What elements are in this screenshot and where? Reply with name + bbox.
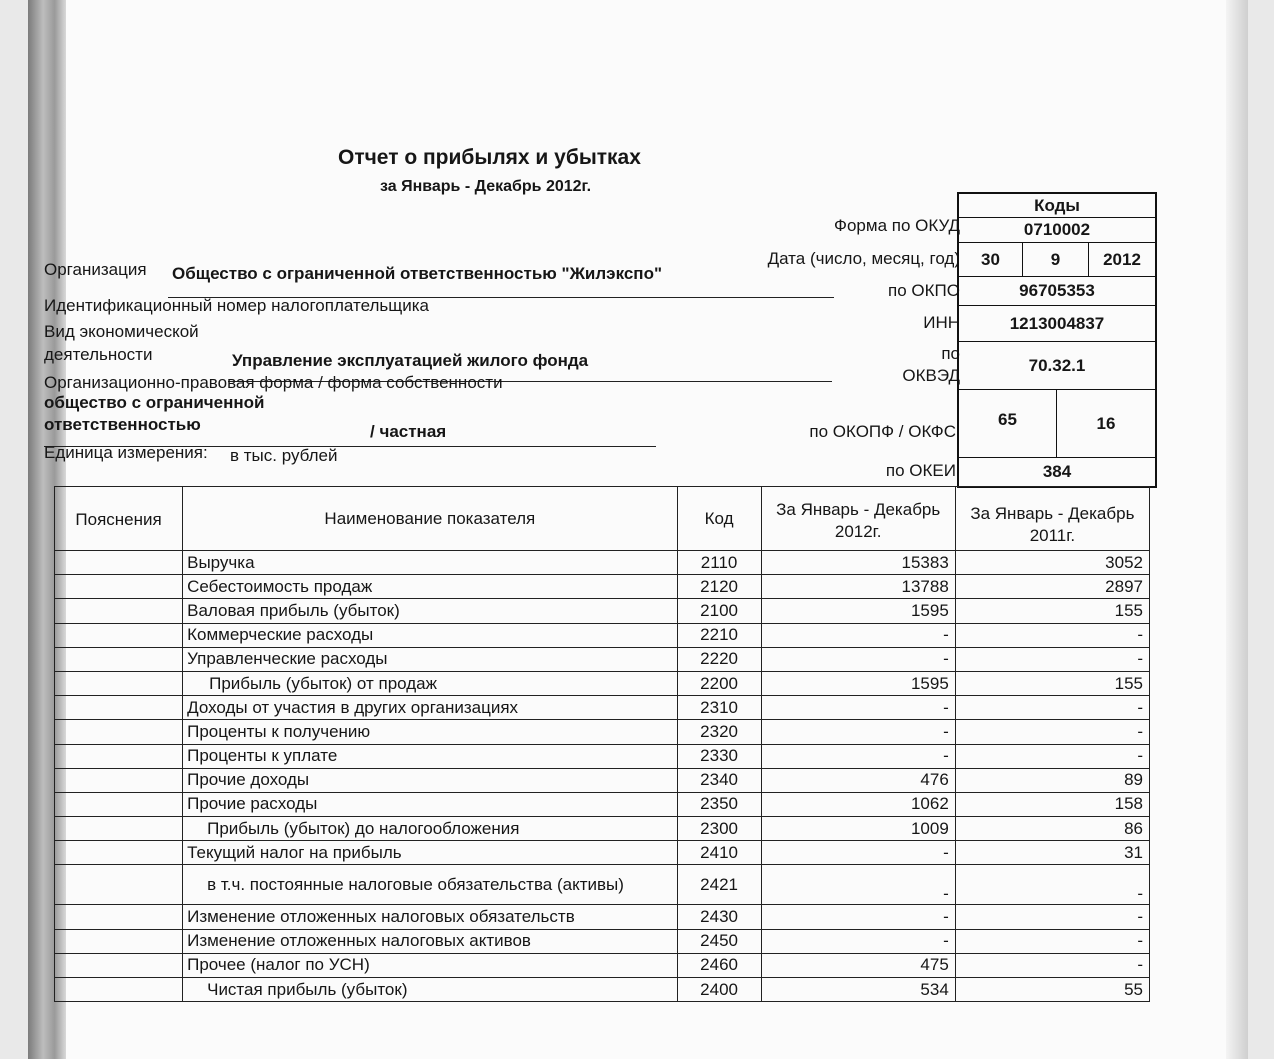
explanation-cell	[55, 905, 183, 929]
explanation-cell	[55, 744, 183, 768]
indicator-code: 2330	[677, 744, 761, 768]
header-code: Код	[677, 487, 761, 551]
indicator-name: Прочее (налог по УСН)	[183, 953, 677, 977]
current-value: 1009	[761, 817, 955, 841]
current-value: 13788	[761, 575, 955, 599]
previous-value: -	[955, 696, 1149, 720]
explanation-cell	[55, 647, 183, 671]
table-row	[55, 953, 1150, 977]
indicator-code: 2100	[677, 599, 761, 623]
previous-value: 55	[955, 978, 1149, 1002]
table-row	[55, 671, 1150, 695]
previous-value: 158	[955, 792, 1149, 816]
indicator-code: 2430	[677, 905, 761, 929]
table-row	[55, 865, 1150, 905]
indicator-code: 2200	[677, 671, 761, 695]
explanation-cell	[55, 575, 183, 599]
okud-value: 0710002	[959, 218, 1155, 243]
indicator-name: Валовая прибыль (убыток)	[183, 599, 677, 623]
indicator-code: 2310	[677, 696, 761, 720]
explanation-cell	[55, 671, 183, 695]
explanation-cell	[55, 817, 183, 841]
current-value: 15383	[761, 551, 955, 575]
okopf-row	[959, 390, 1155, 458]
ownership-value: / частная	[370, 422, 447, 441]
indicator-name: Выручка	[183, 551, 677, 575]
header-current-period: За Январь - Декабрь 2012г.	[761, 487, 955, 551]
previous-value: -	[955, 953, 1149, 977]
report-title: Отчет о прибылях и убытках	[338, 146, 641, 169]
explanation-cell	[55, 768, 183, 792]
okfs-value: 16	[1096, 413, 1116, 433]
table-row	[55, 841, 1150, 865]
indicator-name: Управленческие расходы	[183, 647, 677, 671]
current-value: -	[761, 696, 955, 720]
explanation-cell	[55, 696, 183, 720]
indicator-name: Прибыль (убыток) от продаж	[183, 671, 677, 695]
table-header-row	[55, 487, 1150, 551]
indicator-name: Изменение отложенных налоговых активов	[183, 929, 677, 953]
header-previous-period: За Январь - Декабрь 2011г.	[955, 487, 1149, 551]
table-row	[55, 768, 1150, 792]
indicator-code: 2460	[677, 953, 761, 977]
current-value: 475	[761, 953, 955, 977]
indicator-name: Себестоимость продаж	[183, 575, 677, 599]
table-row	[55, 978, 1150, 1002]
explanation-cell	[55, 953, 183, 977]
okpo-value: 96705353	[959, 277, 1155, 306]
date-month: 9	[1023, 243, 1089, 276]
indicator-name: Изменение отложенных налоговых обязательств	[183, 905, 677, 929]
okved-label-1: по	[941, 344, 960, 363]
indicator-code: 2210	[677, 623, 761, 647]
inn-value: 1213004837	[959, 306, 1155, 342]
indicator-code: 2220	[677, 647, 761, 671]
legal-form-label: Организационно-правовая форма / форма собственности	[44, 373, 503, 392]
indicator-code: 2421	[677, 865, 761, 905]
table-row	[55, 792, 1150, 816]
previous-value: -	[955, 865, 1149, 905]
okei-value: 384	[1042, 462, 1072, 481]
table-row	[55, 575, 1150, 599]
indicator-name: Прочие доходы	[183, 768, 677, 792]
taxpayer-id-label: Идентификационный номер налогоплательщика	[44, 296, 429, 315]
indicator-code: 2120	[677, 575, 761, 599]
current-value: 476	[761, 768, 955, 792]
explanation-cell	[55, 599, 183, 623]
explanation-cell	[55, 792, 183, 816]
indicator-code: 2400	[677, 978, 761, 1002]
explanation-cell	[55, 720, 183, 744]
indicator-name: Коммерческие расходы	[183, 623, 677, 647]
table-row	[55, 720, 1150, 744]
legal-form-line1: общество с ограниченной	[44, 393, 265, 412]
unit-value: в тыс. рублей	[230, 446, 338, 465]
current-value: 1595	[761, 671, 955, 695]
current-value: -	[761, 623, 955, 647]
table-row	[55, 929, 1150, 953]
okved-label-2: ОКВЭД	[902, 366, 960, 385]
table-row	[55, 696, 1150, 720]
explanation-cell	[55, 978, 183, 1002]
previous-value: 86	[955, 817, 1149, 841]
page-right-edge	[1226, 0, 1248, 1059]
org-label: Организация	[44, 260, 147, 279]
table-row	[55, 817, 1150, 841]
report-period: за Январь - Декабрь 2012г.	[380, 178, 592, 195]
current-value: -	[761, 905, 955, 929]
current-value: -	[761, 647, 955, 671]
previous-value: 31	[955, 841, 1149, 865]
indicator-code: 2340	[677, 768, 761, 792]
previous-value: 155	[955, 671, 1149, 695]
current-value: -	[761, 841, 955, 865]
indicator-name: Доходы от участия в других организациях	[183, 696, 677, 720]
header-indicator-name: Наименование показателя	[183, 487, 677, 551]
current-value: -	[761, 720, 955, 744]
indicator-code: 2110	[677, 551, 761, 575]
current-value: 1062	[761, 792, 955, 816]
indicator-code: 2320	[677, 720, 761, 744]
date-day: 30	[959, 243, 1023, 276]
inn-code-label: ИНН	[923, 313, 960, 332]
indicator-code: 2450	[677, 929, 761, 953]
previous-value: -	[955, 744, 1149, 768]
indicator-name: Прочие расходы	[183, 792, 677, 816]
table-row	[55, 599, 1150, 623]
indicator-name: Прибыль (убыток) до налогообложения	[183, 817, 677, 841]
indicator-name: в т.ч. постоянные налоговые обязательства (активы)	[183, 865, 677, 905]
unit-label: Единица измерения:	[44, 443, 208, 462]
previous-value: 155	[955, 599, 1149, 623]
table-row	[55, 551, 1150, 575]
previous-value: -	[955, 720, 1149, 744]
activity-value: Управление эксплуатацией жилого фонда	[232, 351, 589, 370]
indicator-code: 2300	[677, 817, 761, 841]
explanation-cell	[55, 623, 183, 647]
previous-value: 89	[955, 768, 1149, 792]
current-value: -	[761, 744, 955, 768]
previous-value: -	[955, 623, 1149, 647]
indicator-name: Проценты к получению	[183, 720, 677, 744]
table-row	[55, 623, 1150, 647]
current-value: 1595	[761, 599, 955, 623]
indicator-name: Текущий налог на прибыль	[183, 841, 677, 865]
explanation-cell	[55, 929, 183, 953]
okei-label: по ОКЕИ	[885, 461, 956, 480]
table-row	[55, 905, 1150, 929]
codes-header: Коды	[959, 194, 1155, 218]
previous-value: 2897	[955, 575, 1149, 599]
okopf-label: по ОКОПФ / ОКФС	[809, 422, 956, 441]
activity-label-2: деятельности	[44, 345, 153, 364]
indicator-code: 2410	[677, 841, 761, 865]
indicator-name: Проценты к уплате	[183, 744, 677, 768]
explanation-cell	[55, 551, 183, 575]
previous-value: 3052	[955, 551, 1149, 575]
indicator-name: Чистая прибыль (убыток)	[183, 978, 677, 1002]
table-row	[55, 647, 1150, 671]
date-year: 2012	[1103, 249, 1141, 269]
legal-form-line2: ответственностью	[44, 415, 201, 434]
okopf-value: 65	[959, 390, 1057, 457]
activity-label-1: Вид экономической	[44, 322, 199, 341]
okved-value: 70.32.1	[959, 342, 1155, 390]
indicator-code: 2350	[677, 792, 761, 816]
codes-box	[957, 192, 1157, 488]
header-explanations: Пояснения	[55, 487, 183, 551]
date-row	[959, 243, 1155, 277]
current-value: -	[761, 929, 955, 953]
date-label: Дата (число, месяц, год)	[767, 249, 960, 268]
explanation-cell	[55, 841, 183, 865]
org-name: Общество с ограниченной ответственностью "Жилэкспо"	[172, 264, 663, 283]
income-statement-table	[54, 486, 1150, 1002]
okud-label: Форма по ОКУД	[834, 216, 960, 235]
previous-value: -	[955, 905, 1149, 929]
current-value: 534	[761, 978, 955, 1002]
previous-value: -	[955, 647, 1149, 671]
current-value: -	[761, 865, 955, 905]
explanation-cell	[55, 865, 183, 905]
table-row	[55, 744, 1150, 768]
okpo-label: по ОКПО	[888, 281, 960, 300]
previous-value: -	[955, 929, 1149, 953]
